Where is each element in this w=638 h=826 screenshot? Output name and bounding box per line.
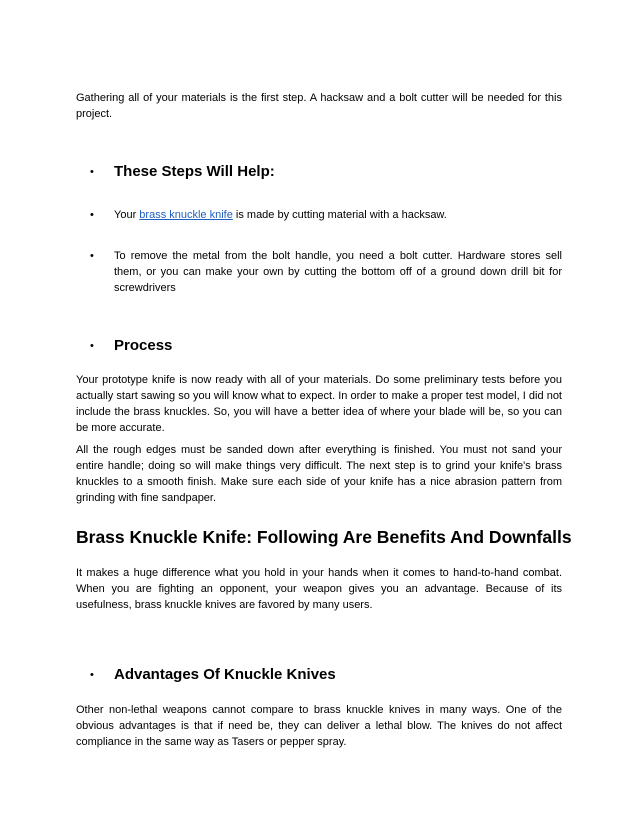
step-1-text bbox=[114, 207, 562, 223]
bullet-icon: • bbox=[90, 250, 94, 262]
advantages-paragraph: Other non-lethal weapons cannot compare to brass knuckle knives in many ways. One of the obvious advantages is that if need be, they can deliver a lethal blow. The knives do not affect compliance in the same way as Tasers or pepper spray. bbox=[76, 704, 562, 748]
step-1-suffix: is made by cutting material with a hacksaw. bbox=[232, 209, 447, 221]
section-title: Brass Knuckle Knife: Following Are Benefits And Downfalls bbox=[76, 527, 572, 547]
brass-knuckle-knife-link[interactable]: brass knuckle knife bbox=[139, 209, 233, 221]
step-1-prefix: Your bbox=[114, 209, 140, 221]
bullet-icon: • bbox=[90, 209, 94, 221]
bullet-icon: • bbox=[90, 340, 94, 352]
list-item-step-2 bbox=[90, 248, 562, 296]
list-item-advantages-heading bbox=[90, 665, 562, 685]
list-item-steps-heading bbox=[90, 162, 562, 182]
section-paragraph: It makes a huge difference what you hold in your hands when it comes to hand-to-hand combat. When you are fighting an opponent, your weapon gives you an advantage. Because of its usefulness, brass knuckle knives are favored by many users. bbox=[76, 567, 562, 611]
process-paragraph-1: Your prototype knife is now ready with all of your materials. Do some preliminary tests before you actually start sawing so you will know what to expect. In order to make a proper test model, I did not include the brass knuckles. So, you will have a better idea of where your blade will be, so you can be more accurate. bbox=[76, 374, 562, 434]
process-heading: Process bbox=[114, 337, 173, 354]
bullet-icon: • bbox=[90, 669, 94, 681]
advantages-heading: Advantages Of Knuckle Knives bbox=[114, 666, 336, 683]
list-item-process-heading bbox=[90, 336, 562, 356]
steps-heading: These Steps Will Help: bbox=[114, 163, 275, 180]
step-2-text: To remove the metal from the bolt handle, you need a bolt cutter. Hardware stores sell them, or you can make your own by cutting the bottom off of a ground down drill bit for screwdrivers bbox=[114, 250, 562, 294]
process-paragraph-2: All the rough edges must be sanded down after everything is finished. You must not sand your entire handle; doing so will make things very difficult. The next step is to grind your knife's brass knuckles to a smooth finish. Make sure each side of your knife has a nice abrasion pattern from grinding with fine sandpaper. bbox=[76, 444, 562, 504]
bullet-icon: • bbox=[90, 166, 94, 178]
intro-paragraph: Gathering all of your materials is the first step. A hacksaw and a bolt cutter will be needed for this project. bbox=[76, 92, 562, 120]
list-item-step-1 bbox=[90, 207, 562, 223]
